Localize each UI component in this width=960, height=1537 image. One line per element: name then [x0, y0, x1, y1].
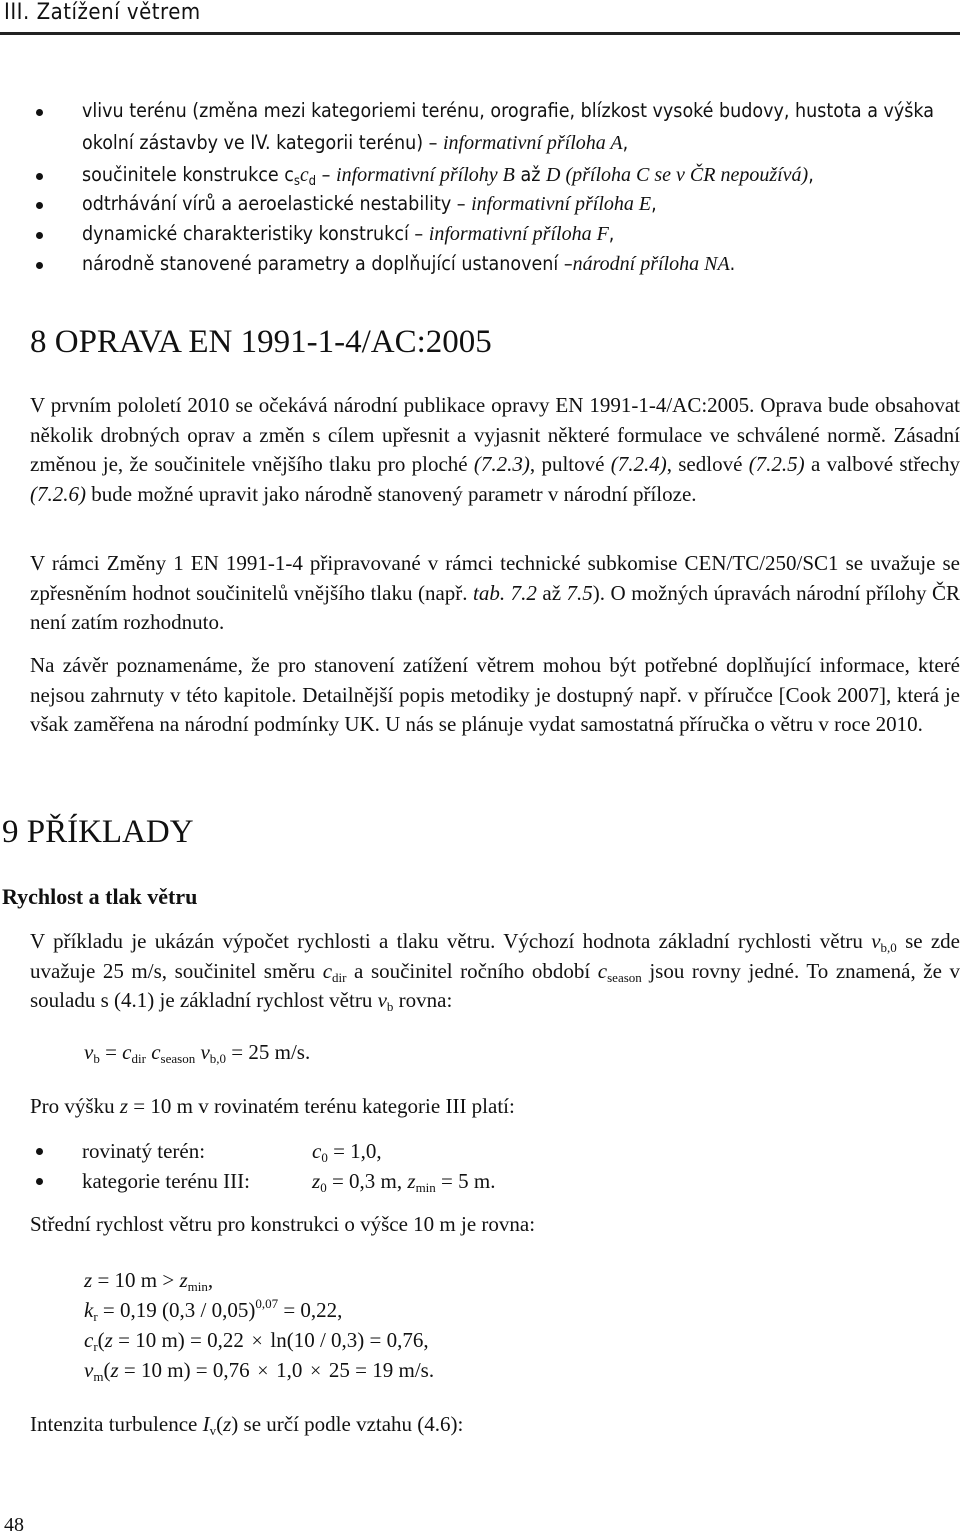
equation: $v_b = c_{dir}$ $c_{season}$ $v_{b,0} = 25$ m/s. [84, 1040, 311, 1066]
chapter-title: III. Zatížení větrem [4, 0, 201, 25]
page-number: 48 [4, 1514, 24, 1536]
paragraph: V rámci Změny 1 EN 1991-1-4 připravované v rámci technické subkomise CEN/TC/250/SC1 se uvažuje se zpřesněním hodnot součinitelů vnějšího tlaku (např. tab. 7.2 až 7.5). O možných úpravách národní přílohy ČR není zatím rozhodnuto. [30, 551, 960, 634]
paragraph: Střední rychlost větru pro konstrukci o výšce 10 m je rovna: [30, 1212, 536, 1236]
section-heading: 9 PŘÍKLADY [2, 814, 194, 850]
bullet-icon [36, 202, 43, 209]
paragraph: Pro výšku z = 10 m v rovinatém terénu kategorie III platí: [30, 1094, 515, 1118]
times-icon: × [310, 1360, 322, 1382]
bullet-icon [36, 173, 43, 180]
section-heading: 8 OPRAVA EN 1991-1-4/AC:2005 [30, 324, 492, 360]
list-item: vlivu terénu (změna mezi kategoriemi terénu, orografie, blízkost vysoké budovy, hustota a výška okolní zástavby ve IV. kategorii terénu) – informativní příloha A, [30, 95, 960, 159]
equation: z = 10 $m > z_{min}$, [84, 1268, 214, 1294]
paragraph: Na závěr poznamenáme, že pro stanovení zatížení větrem mohou být potřebné doplňující informace, které nejsou zahrnuty v této kapitole. Detailnější popis metodiky je dostupný např. v příručce [Cook 2007], která je však zaměřena na národní podmínky UK. U nás se plánuje vydat samostatná příručka o větru v roce 2010. [30, 653, 960, 736]
paragraph: Intenzita turbulence $I_v(z)$ se určí podle vztahu (4.6): [30, 1412, 464, 1438]
equation: $v_m(z = 10$ m) = 0,76 × 1,0 × 25 = 19 m/s. [84, 1358, 435, 1384]
subsection-heading: Rychlost a tlak větru [2, 884, 198, 909]
bullet-icon [36, 1148, 43, 1155]
bullet-icon [36, 232, 43, 239]
times-icon: × [251, 1330, 263, 1352]
paragraph: V prvním pololetí 2010 se očekává národní publikace opravy EN 1991-1-4/AC:2005. Oprava bude obsahovat několik drobných oprav a změn s cílem upřesnit a vyjasnit některé formulace ve schválené normě. Zásadní změnou je, že součinitele vnějšího tlaku pro ploché (7.2.3), pultové (7.2.4), sedlové (7.2.5) a valbové střechy (7.2.6) bude možné upravit jako národně stanovený parametr v národní příloze. [30, 393, 960, 506]
times-icon: × [257, 1360, 269, 1382]
bullet-icon [36, 262, 43, 269]
bullet-icon [36, 109, 43, 116]
header-rule [0, 32, 960, 35]
bullet-icon [36, 1178, 43, 1185]
equation: $c_r(z = 10$ m) = 0,22 × ln(10 / 0,3) = 0,76, [84, 1328, 429, 1354]
running-header [0, 0, 960, 40]
paragraph: V příkladu je ukázán výpočet rychlosti a tlaku větru. Výchozí hodnota základní rychlosti větru $v_{b,0}$ se zde uvažuje 25 m/s, součinitel směru $c_{dir}$ a součinitel ročního období $c_{season}$ jsou rovny jedné. To znamená, že v souladu s (4.1) je základní rychlost větru $v_b$ rovna: [30, 929, 960, 1014]
equation: $k_r = 0,19$ (0,3 / 0,05)$^{0,07}$ = 0,22, [84, 1296, 343, 1324]
